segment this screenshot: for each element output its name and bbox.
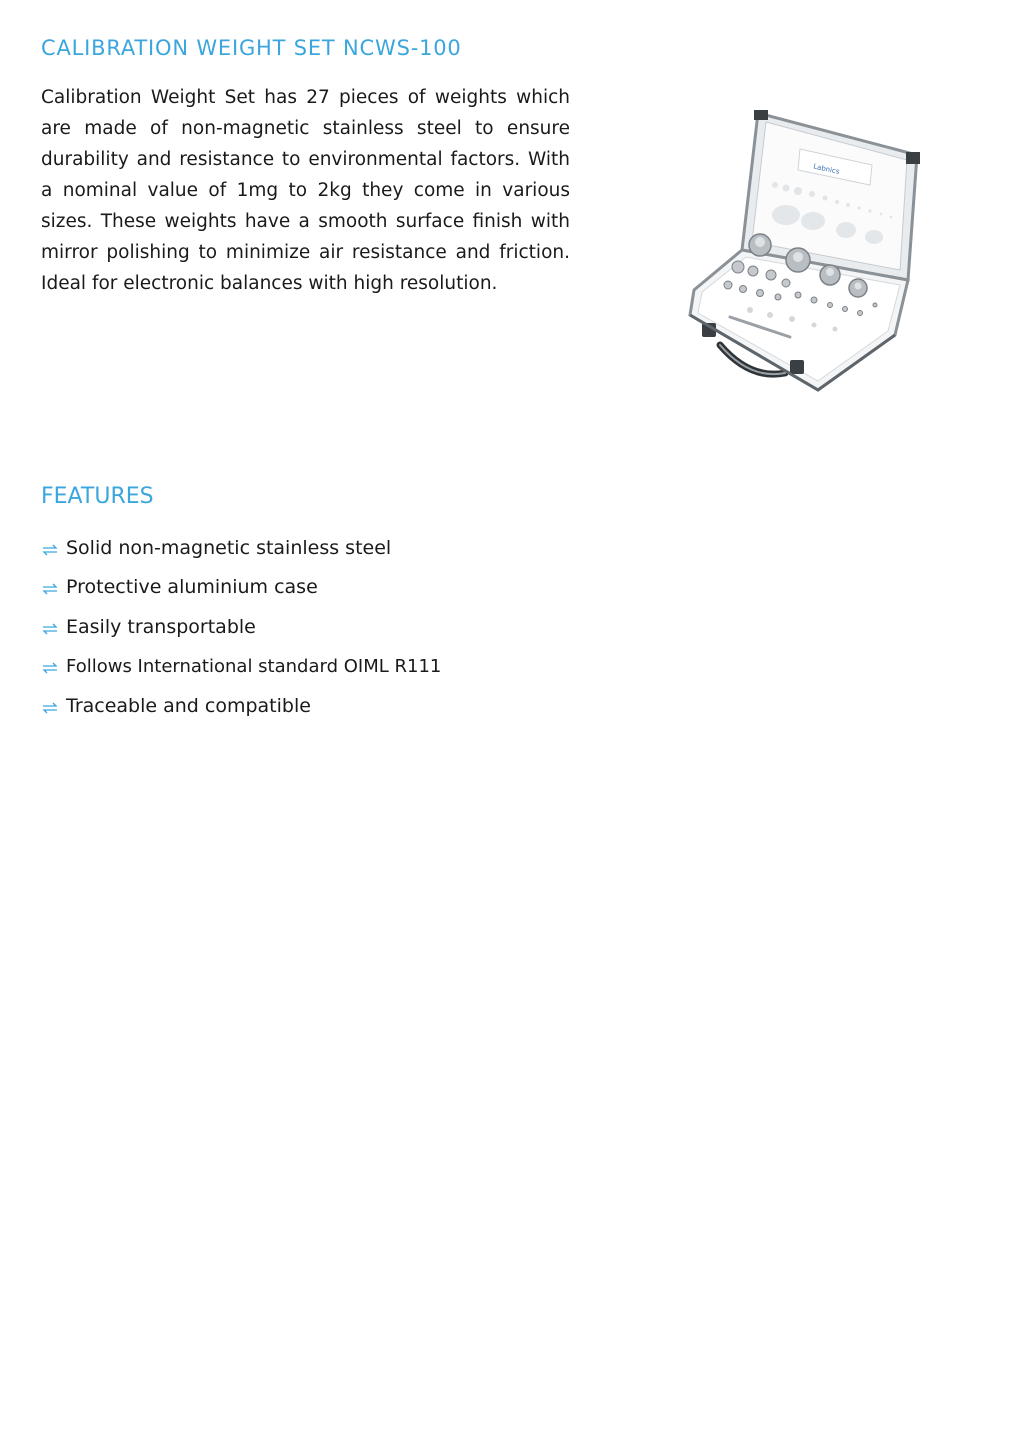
product-image	[680, 105, 925, 400]
bullet-arrows-icon	[41, 702, 59, 714]
features-heading: FEATURES	[41, 484, 154, 509]
feature-label: Follows International standard OIML R111	[66, 655, 442, 677]
brand-label: Labnics	[812, 162, 841, 176]
page-title: CALIBRATION WEIGHT SET NCWS-100	[41, 36, 462, 60]
product-description: Calibration Weight Set has 27 pieces of weights which are made of non-magnetic stainless steel to ensure durability and resistance to environmental factors. With a nominal value of 1mg to 2kg they come in various sizes. These weights have a smooth surface finish with mirror polishing to minimize air resistance and friction. Ideal for electronic balances with high resolution.	[41, 87, 570, 294]
bullet-arrows-icon	[41, 623, 59, 635]
feature-label: Solid non-magnetic stainless steel	[66, 536, 392, 559]
feature-item	[41, 647, 441, 687]
feature-label: Traceable and compatible	[66, 694, 311, 717]
feature-label: Protective aluminium case	[66, 576, 318, 599]
bullet-arrows-icon	[41, 544, 59, 556]
feature-item	[41, 528, 441, 568]
feature-item	[41, 568, 441, 608]
feature-item	[41, 607, 441, 647]
feature-item	[41, 686, 441, 726]
bullet-arrows-icon	[41, 583, 59, 595]
features-list	[41, 528, 441, 726]
bullet-arrows-icon	[41, 662, 59, 674]
feature-label: Easily transportable	[66, 615, 256, 638]
